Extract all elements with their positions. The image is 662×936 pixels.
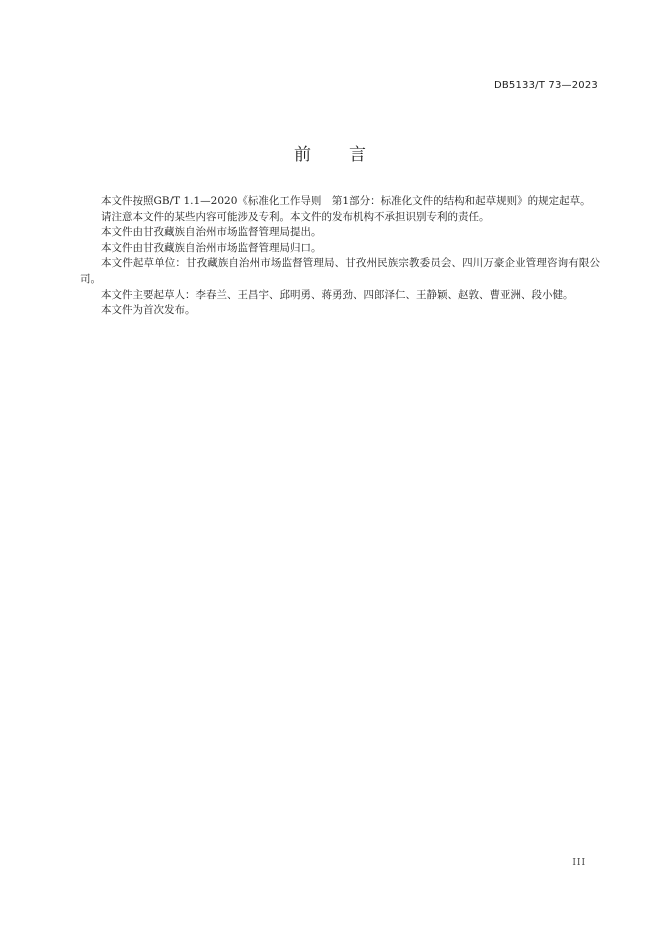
document-code: DB5133/T 73—2023: [493, 80, 598, 91]
paragraph-proposed-by: 本文件由甘孜藏族自治州市场监督管理局提出。: [101, 226, 322, 239]
preface-body: [80, 194, 600, 319]
paragraph-drafters: 本文件主要起草人：李春兰、王昌宇、邱明勇、蒋勇劲、四郎泽仁、王静颖、赵敦、曹亚洲、段小健。: [101, 288, 574, 301]
title-char-1: 前: [294, 145, 313, 165]
page-title: [0, 140, 662, 165]
paragraph-drafting-units: 本文件起草单位：甘孜藏族自治州市场监督管理局、甘孜州民族宗教委员会、四川万豪企业管理咨询有限公司。: [80, 257, 600, 285]
paragraph-centralized-by: 本文件由甘孜藏族自治州市场监督管理局归口。: [101, 241, 322, 254]
title-char-2: 言: [349, 145, 368, 165]
paragraph-patent-notice: 请注意本文件的某些内容可能涉及专利。本文件的发布机构不承担识别专利的责任。: [101, 210, 490, 223]
page-number: III: [572, 858, 586, 868]
paragraph-drafting-rules: 本文件按照GB/T 1.1—2020《标准化工作导则 第1部分：标准化文件的结构和起草规则》的规定起草。: [101, 195, 591, 207]
paragraph-first-release: 本文件为首次发布。: [101, 304, 196, 317]
